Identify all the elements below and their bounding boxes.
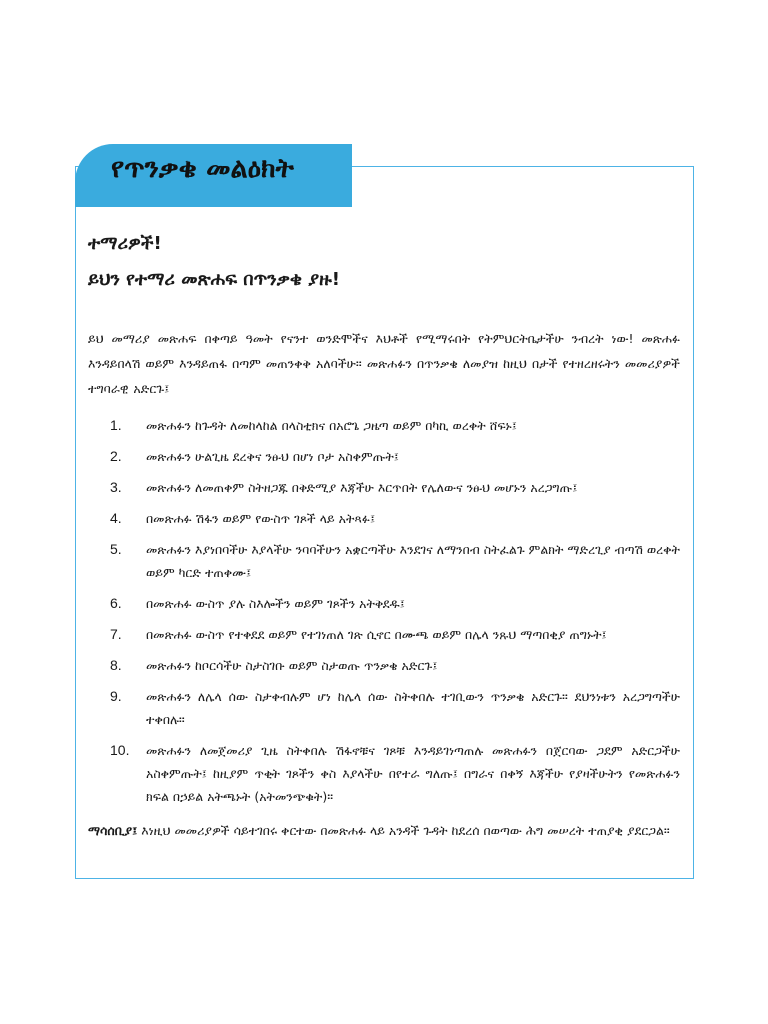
rule-item-5 bbox=[88, 538, 680, 584]
rule-text: በመጽሐፉ ውስጥ የተቀደደ ወይም የተገነጠለ ገጽ ሲኖር በሙጫ ወይም በሌላ ንጹህ ማጣበቂያ ጠግኑት፤ bbox=[146, 626, 607, 642]
rule-item-2 bbox=[88, 445, 680, 468]
rule-item-4 bbox=[88, 507, 680, 530]
warning-label: ማሳሰቢያ፤ bbox=[88, 822, 138, 838]
rule-number: 5. bbox=[110, 540, 122, 557]
rule-number: 3. bbox=[110, 478, 122, 495]
notice-content bbox=[88, 228, 680, 855]
rule-number: 4. bbox=[110, 509, 122, 526]
rule-text: መጽሐፉን ከጉዳት ለመከላከል በላስቲክና በአሮጌ ጋዜጣ ወይም በካኪ ወረቀት ሸፍኑ፤ bbox=[146, 417, 517, 433]
rule-text: መጽሐፉን ከቦርሳችሁ ስታስገቡ ወይም ስታወጡ ጥንቃቄ አድርጉ፤ bbox=[146, 657, 438, 673]
rule-text: መጽሐፉን ለመጀመሪያ ጊዜ ስትቀበሉ ሽፋኖቹና ገጾቹ እንዳይገነጣጠሉ መጽሐፉን በጀርባው ጋደም አድርጋችሁ አስቀምጡት፤ ከዚያም ጥቂት ገጾችን ቀስ እያላችሁ በየተራ ግለጡ፤ በግራና በቀኝ እጃችሁ የያዛችሁትን የመጽሐፉን ክፍል በኃይል አትጫኑት (አትመንጭቁት)። bbox=[146, 742, 680, 804]
rule-text: መጽሐፉን ለሌላ ሰው ስታቀብሉም ሆነ ከሌላ ሰው ስትቀበሉ ተገቢውን ጥንቃቄ አድርጉ። ደህንነቱን አረጋግጣችሁ ተቀበሉ። bbox=[146, 688, 680, 727]
rule-item-3 bbox=[88, 476, 680, 499]
rule-text: መጽሐፉን እያነበባችሁ እያላችሁ ንባባችሁን አቋርጣችሁ እንደገና ለማንበብ ስትፈልጉ ምልክት ማድረጊያ ብጣሽ ወረቀት ወይም ካርድ ተጠቀሙ፤ bbox=[146, 541, 680, 580]
rule-item-8 bbox=[88, 654, 680, 677]
rules-list bbox=[88, 414, 680, 808]
greeting-instruction: ይህን የተማሪ መጽሐፍ በጥንቃቄ ያዙ! bbox=[88, 269, 340, 290]
rule-item-6 bbox=[88, 592, 680, 615]
title-banner bbox=[75, 144, 352, 207]
rule-number: 10. bbox=[110, 741, 130, 758]
rule-item-9 bbox=[88, 685, 680, 731]
rule-number: 6. bbox=[110, 594, 122, 611]
rule-number: 7. bbox=[110, 625, 122, 642]
warning-text: እነዚህ መመሪያዎች ሳይተገበሩ ቀርተው በመጽሐፉ ላይ አንዳች ጉዳት ከደረሰ በወጣው ሕግ መሠረት ተጠያቂ ያደርጋል። bbox=[137, 822, 670, 838]
rule-text: በመጽሐፉ ሽፋን ወይም የውስጥ ገጾች ላይ አትጻፉ፤ bbox=[146, 510, 376, 526]
rule-number: 9. bbox=[110, 687, 122, 704]
rule-text: መጽሐፉን ለመጠቀም ስትዘጋጁ በቅድሚያ እጃችሁ እርጥበት የሌለውና ንፁህ መሆኑን አረጋግጡ፤ bbox=[146, 479, 578, 495]
rule-item-10 bbox=[88, 739, 680, 808]
rule-item-1 bbox=[88, 414, 680, 437]
rule-number: 8. bbox=[110, 656, 122, 673]
rule-text: መጽሐፉን ሁልጊዜ ደረቅና ንፁህ በሆነ ቦታ አስቀምጡት፤ bbox=[146, 448, 399, 464]
rule-number: 2. bbox=[110, 447, 122, 464]
warning-paragraph bbox=[88, 818, 680, 843]
rule-item-7 bbox=[88, 623, 680, 646]
page-title: የጥንቃቄ መልዕክት bbox=[111, 153, 294, 184]
intro-paragraph: ይህ መማሪያ መጽሐፍ በቀጣይ ዓመት የናንተ ወንድሞችና እህቶች የሚማሩበት የትምህርትቤታችሁ ንብረት ነው! መጽሐፉ እንዳይበላሽ ወይም እንዳይጠፋ በጣም መጠንቀቅ አለባችሁ። መጽሐፉን በጥንቃቄ ለመያዝ ከዚህ በታች የተዘረዘሩትን መመሪያዎች ተግባራዊ አድርጉ፤ bbox=[88, 331, 680, 396]
rule-number: 1. bbox=[110, 416, 122, 433]
greeting-students: ተማሪዎች! bbox=[88, 233, 162, 254]
rule-text: በመጽሐፉ ውስጥ ያሉ ስእሎችን ወይም ገጾችን አትቅደዱ፤ bbox=[146, 595, 405, 611]
